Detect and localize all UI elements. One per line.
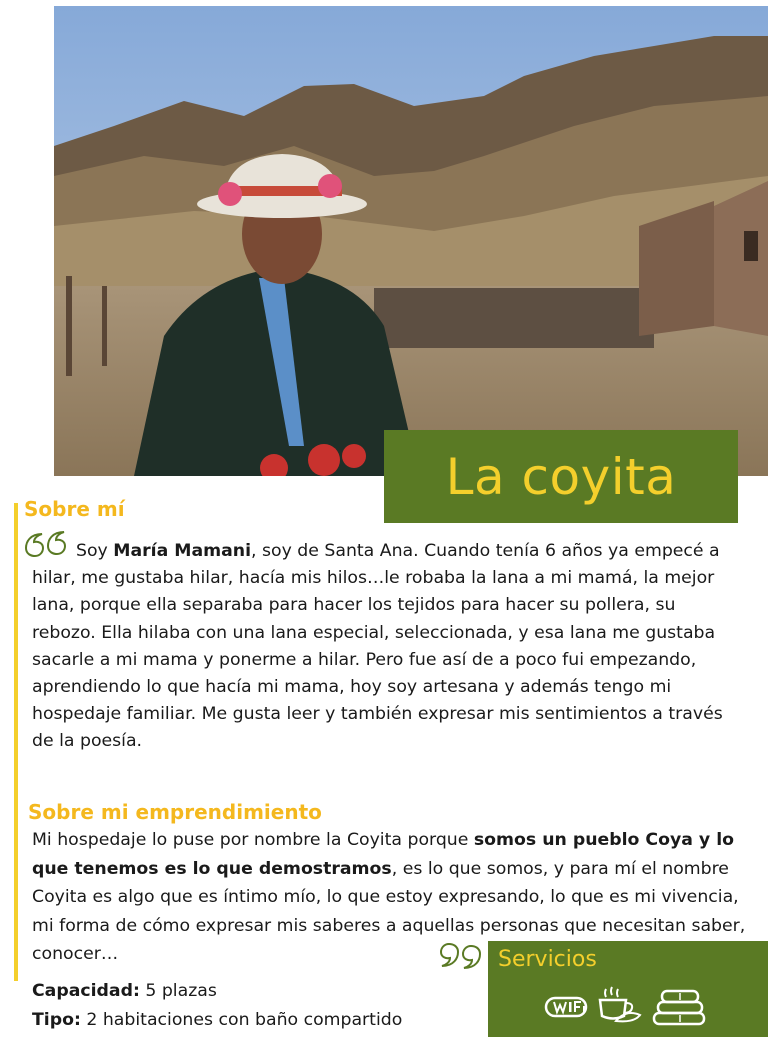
page-title: La coyita xyxy=(445,447,677,506)
title-banner xyxy=(384,430,738,523)
services-box xyxy=(488,941,768,1037)
about-intro: Soy xyxy=(76,541,114,561)
towels-icon xyxy=(650,987,708,1031)
type-value: 2 habitaciones con baño compartido xyxy=(80,1010,403,1030)
type-label: Tipo: xyxy=(32,1010,81,1030)
about-heading: Sobre mí xyxy=(24,497,125,521)
type-line xyxy=(32,1010,402,1030)
capacity-value: 5 plazas xyxy=(139,981,217,1001)
business-heading: Sobre mi emprendimiento xyxy=(28,800,322,824)
close-quote-icon xyxy=(436,942,486,976)
wifi-icon xyxy=(544,991,588,1025)
person-name: María Mamani xyxy=(113,541,252,561)
portrait-photo xyxy=(54,6,768,476)
business-text-2: , es lo que somos, y para mí el nombre Coyita es algo que es íntimo mío, lo que estoy expresando, lo que es mi vivencia, mi forma de cómo expresar mis saberes a aquellas personas que necesitan saber, conocer… xyxy=(32,858,746,964)
services-heading: Servicios xyxy=(498,947,597,972)
accent-bar xyxy=(14,503,18,981)
about-paragraph xyxy=(32,538,740,756)
business-bold: somos un pueblo Coya y lo que tenemos es lo que demostramos xyxy=(32,830,734,879)
business-text-1: Mi hospedaje lo puse por nombre la Coyita porque xyxy=(32,830,474,850)
breakfast-icon xyxy=(596,985,642,1029)
about-text: , soy de Santa Ana. Cuando tenía 6 años ya empecé a hilar, me gustaba hilar, hacía mis hilos…le robaba la lana a mi mamá, la mejor lana, porque ella separaba para hacer los tejidos para hacer su pollera, su rebozo. Ella hilaba con una lana especial, seleccionada, y esa lana me gustaba sacarle a mi mama y ponerme a hilar. Pero fue así de a poco fui empezando, aprendiendo lo que hacía mi mama, hoy soy artesana y además tengo mi hospedaje familiar. Me gusta leer y también expresar mis sentimientos a través de la poesía. xyxy=(32,541,723,752)
capacity-label: Capacidad: xyxy=(32,981,140,1001)
capacity-line xyxy=(32,981,217,1001)
